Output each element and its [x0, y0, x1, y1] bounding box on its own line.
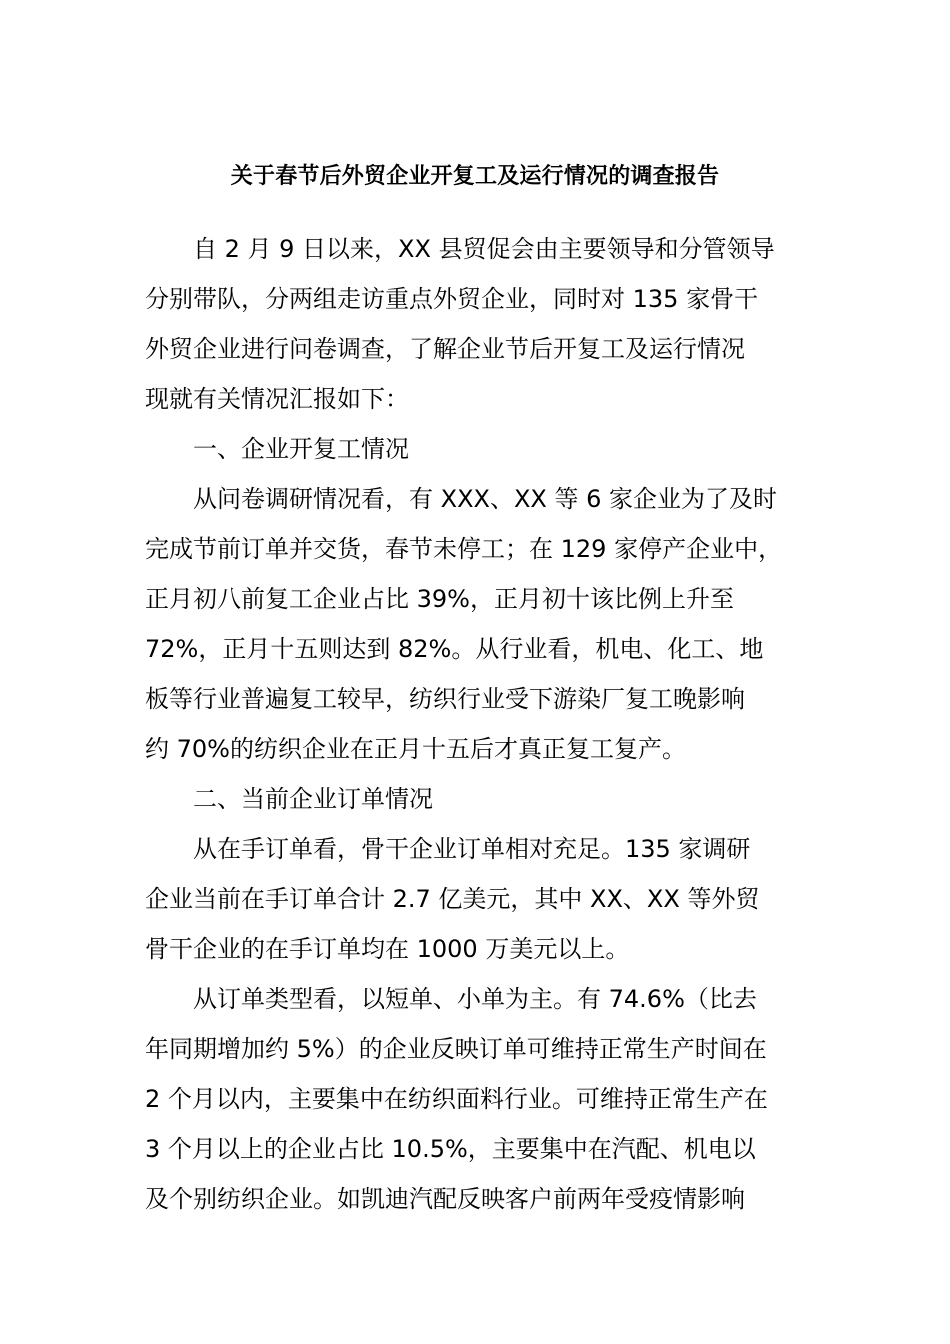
paragraph-line: 板等行业普遍复工较早，纺织行业受下游染厂复工晚影响 [145, 685, 745, 713]
paragraph-line: 企业当前在手订单合计 2.7 亿美元，其中 XX、XX 等外贸 [145, 885, 760, 913]
paragraph-line: 及个别纺织企业。如凯迪汽配反映客户前两年受疫情影响 [145, 1185, 745, 1213]
paragraph-line: 从问卷调研情况看，有 XXX、XX 等 6 家企业为了及时 [193, 485, 777, 513]
paragraph-line: 3 个月以上的企业占比 10.5%，主要集中在汽配、机电以 [145, 1135, 756, 1163]
paragraph-line: 约 70%的纺织企业在正月十五后才真正复工复产。 [145, 735, 686, 763]
paragraph-line: 完成节前订单并交货，春节未停工；在 129 家停产企业中， [145, 535, 783, 563]
paragraph-line: 从在手订单看，骨干企业订单相对充足。135 家调研 [193, 835, 751, 863]
paragraph-line: 72%，正月十五则达到 82%。从行业看，机电、化工、地 [145, 635, 764, 663]
document-title: 关于春节后外贸企业开复工及运行情况的调查报告 [230, 164, 720, 189]
paragraph-line: 年同期增加约 5%）的企业反映订单可维持正常生产时间在 [145, 1035, 767, 1063]
paragraph-line: 现就有关情况汇报如下： [145, 385, 409, 413]
paragraph-line: 从订单类型看，以短单、小单为主。有 74.6%（比去 [193, 985, 757, 1013]
paragraph-line: 正月初八前复工企业占比 39%，正月初十该比例上升至 [145, 585, 734, 613]
paragraph-line: 骨干企业的在手订单均在 1000 万美元以上。 [145, 935, 630, 963]
paragraph-line: 外贸企业进行问卷调查，了解企业节后开复工及运行情况 [145, 335, 745, 363]
paragraph-line: 分别带队，分两组走访重点外贸企业，同时对 135 家骨干 [145, 285, 759, 313]
paragraph-line: 2 个月以内，主要集中在纺织面料行业。可维持正常生产在 [145, 1085, 768, 1113]
section-heading: 二、当前企业订单情况 [193, 785, 433, 813]
section-heading: 一、企业开复工情况 [193, 435, 409, 463]
paragraph-line: 自 2 月 9 日以来，XX 县贸促会由主要领导和分管领导 [193, 235, 775, 263]
